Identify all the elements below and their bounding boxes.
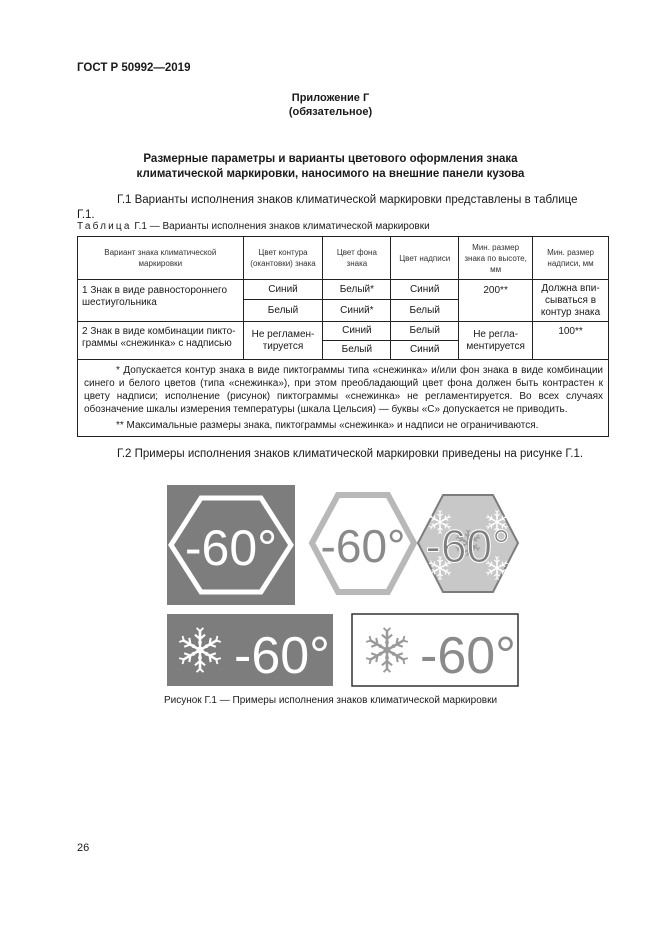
table-caption-label: Таблица bbox=[77, 221, 132, 232]
sign-3 bbox=[418, 495, 518, 592]
cell-variant-2: 2 Знак в виде комбинации пикто-граммы «снежинка» с надписью bbox=[78, 322, 244, 360]
table-notes-row bbox=[78, 360, 609, 437]
section-title-line1: Размерные параметры и варианты цветового оформления знака bbox=[143, 153, 518, 165]
table-caption-text: Г.1 — Варианты исполнения знаков климатической маркировки bbox=[131, 221, 430, 232]
cell-contour-1b: Белый bbox=[243, 300, 323, 322]
cell-min-sign-2: Не регла-ментируется bbox=[459, 322, 533, 360]
cell-bg-1a: Белый* bbox=[323, 280, 391, 300]
cell-variant-1: 1 Знак в виде равностороннего шестиугольника bbox=[78, 280, 244, 322]
cell-bg-2a: Синий bbox=[323, 322, 391, 341]
figure-caption: Рисунок Г.1 — Примеры исполнения знаков климатической маркировки bbox=[163, 695, 498, 706]
table-notes bbox=[78, 360, 609, 437]
sign-4-label: -60° bbox=[234, 627, 330, 685]
cell-text-2b: Синий bbox=[391, 341, 459, 360]
sign-4 bbox=[167, 614, 333, 686]
th-contour: Цвет контура (окантовки) знака bbox=[243, 237, 323, 280]
sign-1-label: -60° bbox=[184, 520, 278, 576]
note-2: ** Максимальные размеры знака, пиктограммы «снежинка» и надписи не ограничиваются. bbox=[116, 420, 539, 431]
th-min-sign: Мин. размер знака по высоте, мм bbox=[459, 237, 533, 280]
table-header-row bbox=[78, 237, 609, 280]
appendix-heading bbox=[0, 91, 661, 119]
cell-min-text-1: Должна впи-сываться в контур знака bbox=[533, 280, 609, 322]
figure-signs bbox=[0, 470, 661, 690]
cell-text-1b: Белый bbox=[391, 300, 459, 322]
appendix-status: (обязательное) bbox=[288, 106, 373, 118]
section-title bbox=[0, 152, 661, 182]
sign-2 bbox=[312, 495, 414, 592]
cell-bg-2b: Белый bbox=[323, 341, 391, 360]
cell-text-2a: Белый bbox=[391, 322, 459, 341]
variants-table bbox=[77, 236, 609, 437]
sign-5-label: -60° bbox=[420, 627, 516, 685]
sign-3-label: -60° bbox=[425, 520, 511, 572]
appendix-title: Приложение Г bbox=[291, 92, 370, 104]
cell-min-sign-1: 200** bbox=[459, 280, 533, 322]
note-1: * Допускается контур знака в виде пиктограммы типа «снежинка» и/или фон знака в виде комбинации синего и белого цветов (типа «снежинка»), при этом преобладающий цвет фона должен быть контрастен к цвету надписи; исполнение (рисунок) пиктограммы «снежинка» не регламентируется. Во всех случаях обозначение шкалы измерения температуры (шкала Цельсия) — буквы «С» допускается не приводить. bbox=[84, 365, 603, 415]
paragraph-g1: Г.1 Варианты исполнения знаков климатической маркировки представлены в таблице Г.1. bbox=[77, 194, 578, 221]
cell-contour-1a: Синий bbox=[243, 280, 323, 300]
th-bg: Цвет фона знака bbox=[323, 237, 391, 280]
sign-1 bbox=[167, 485, 295, 605]
sign-5 bbox=[352, 614, 518, 686]
table-row bbox=[78, 322, 609, 341]
page-number: 26 bbox=[77, 842, 90, 854]
cell-contour-2: Не регламен-тируется bbox=[243, 322, 323, 360]
section-title-line2: климатической маркировки, наносимого на внешние панели кузова bbox=[136, 168, 525, 180]
sign-2-label: -60° bbox=[320, 520, 406, 572]
table-caption bbox=[77, 221, 430, 232]
cell-bg-1b: Синий* bbox=[323, 300, 391, 322]
doc-code: ГОСТ Р 50992—2019 bbox=[77, 62, 191, 74]
th-variant: Вариант знака климатической маркировки bbox=[78, 237, 244, 280]
th-text: Цвет надписи bbox=[391, 237, 459, 280]
cell-text-1a: Синий bbox=[391, 280, 459, 300]
th-min-text: Мин. размер надписи, мм bbox=[533, 237, 609, 280]
table-row bbox=[78, 280, 609, 300]
paragraph-g2: Г.2 Примеры исполнения знаков климатической маркировки приведены на рисунке Г.1. bbox=[117, 448, 584, 460]
cell-min-text-2: 100** bbox=[533, 322, 609, 360]
